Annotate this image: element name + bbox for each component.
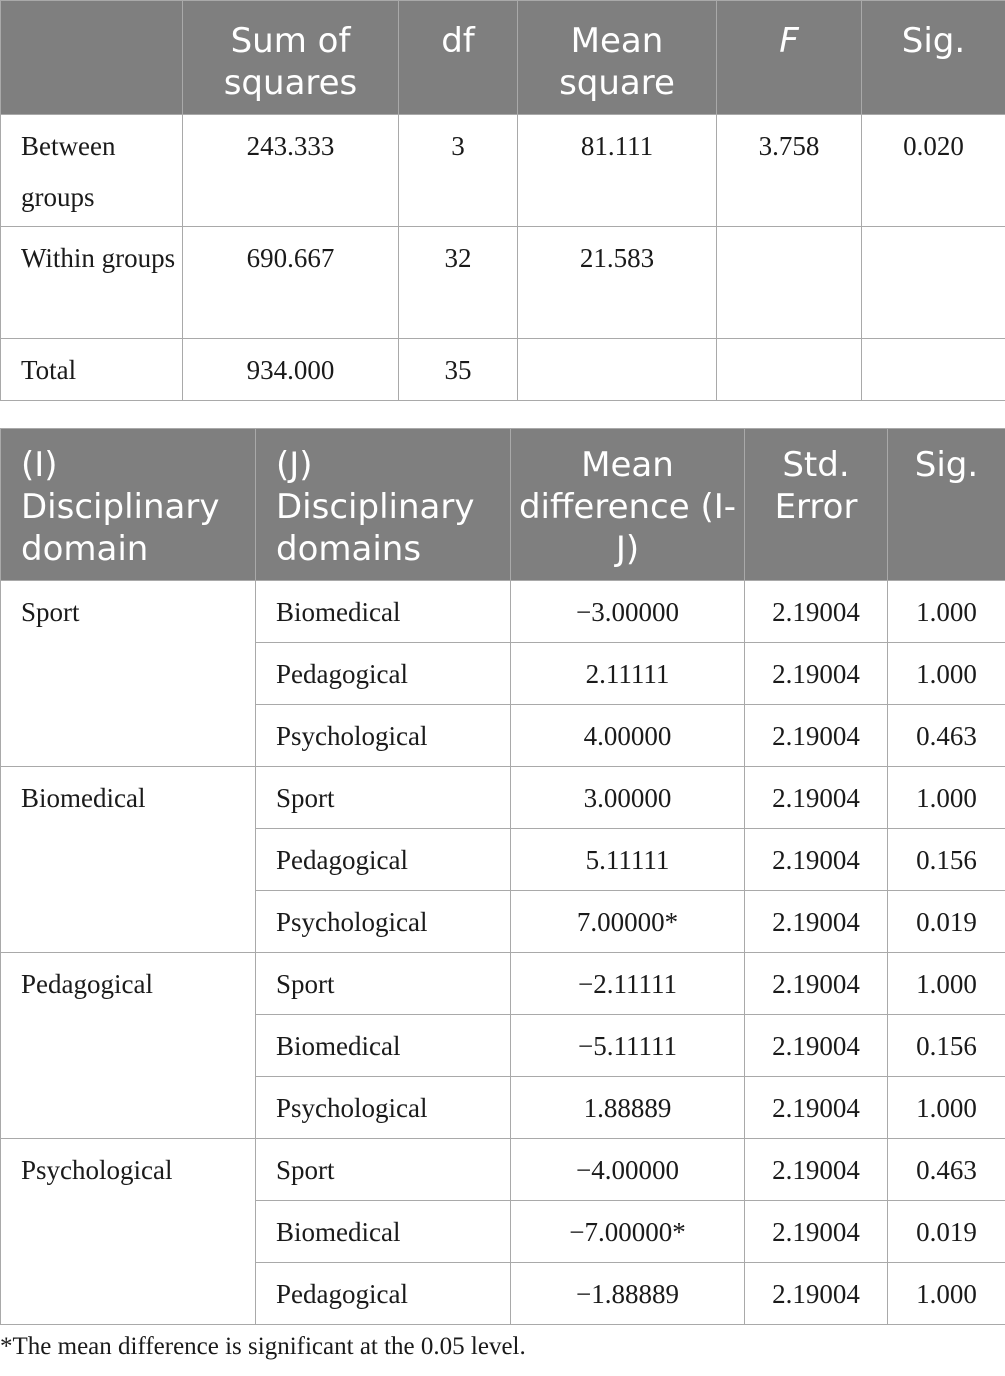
row-label: Between groups	[1, 115, 183, 227]
table-row	[1, 1139, 1005, 1201]
cell-j: Sport	[256, 767, 511, 829]
cell-se: 2.19004	[745, 1139, 888, 1201]
cell-f	[717, 227, 862, 339]
row-label: Total	[1, 339, 183, 401]
cell-sig: 1.000	[888, 767, 1005, 829]
anova-header-blank	[1, 1, 183, 115]
cell-f: 3.758	[717, 115, 862, 227]
table-row	[1, 339, 1005, 401]
table-row	[1, 115, 1005, 227]
cell-sig: 1.000	[888, 1263, 1005, 1325]
group-label: Biomedical	[1, 767, 256, 953]
cell-df: 32	[399, 227, 518, 339]
cell-se: 2.19004	[745, 1263, 888, 1325]
posthoc-header-sig: Sig.	[888, 429, 1005, 581]
posthoc-header-i-domain: (I) Disciplinary domain	[1, 429, 256, 581]
table-row	[1, 227, 1005, 339]
anova-header-sig: Sig.	[862, 1, 1005, 115]
cell-j: Sport	[256, 953, 511, 1015]
cell-sig	[862, 339, 1005, 401]
cell-se: 2.19004	[745, 581, 888, 643]
cell-diff: 4.00000	[511, 705, 745, 767]
anova-table	[0, 0, 1005, 401]
cell-diff: −4.00000	[511, 1139, 745, 1201]
cell-j: Psychological	[256, 705, 511, 767]
anova-header-mean-square: Mean square	[518, 1, 717, 115]
cell-ms: 21.583	[518, 227, 717, 339]
cell-se: 2.19004	[745, 643, 888, 705]
cell-diff: 1.88889	[511, 1077, 745, 1139]
anova-header-row	[1, 1, 1005, 115]
anova-header-f: F	[717, 1, 862, 115]
table-row	[1, 767, 1005, 829]
cell-ms	[518, 339, 717, 401]
cell-diff: −1.88889	[511, 1263, 745, 1325]
group-label: Psychological	[1, 1139, 256, 1325]
cell-sig	[862, 227, 1005, 339]
cell-df: 3	[399, 115, 518, 227]
cell-j: Biomedical	[256, 1201, 511, 1263]
posthoc-header-j-domain: (J) Disciplinary domains	[256, 429, 511, 581]
cell-sig: 0.019	[888, 891, 1005, 953]
row-label: Within groups	[1, 227, 183, 339]
cell-diff: −3.00000	[511, 581, 745, 643]
anova-header-df: df	[399, 1, 518, 115]
cell-se: 2.19004	[745, 1015, 888, 1077]
cell-j: Psychological	[256, 1077, 511, 1139]
cell-sig: 0.463	[888, 1139, 1005, 1201]
cell-ss: 243.333	[183, 115, 399, 227]
group-label: Pedagogical	[1, 953, 256, 1139]
cell-diff: 3.00000	[511, 767, 745, 829]
group-label: Sport	[1, 581, 256, 767]
posthoc-header-row	[1, 429, 1005, 581]
cell-se: 2.19004	[745, 767, 888, 829]
cell-se: 2.19004	[745, 1077, 888, 1139]
cell-diff: 5.11111	[511, 829, 745, 891]
cell-j: Pedagogical	[256, 643, 511, 705]
cell-sig: 0.156	[888, 1015, 1005, 1077]
cell-se: 2.19004	[745, 829, 888, 891]
cell-diff: −2.11111	[511, 953, 745, 1015]
anova-header-sum-of-squares: Sum of squares	[183, 1, 399, 115]
cell-ss: 690.667	[183, 227, 399, 339]
cell-j: Psychological	[256, 891, 511, 953]
posthoc-header-std-error: Std. Error	[745, 429, 888, 581]
table-row	[1, 581, 1005, 643]
cell-sig: 0.156	[888, 829, 1005, 891]
cell-se: 2.19004	[745, 705, 888, 767]
cell-sig: 1.000	[888, 953, 1005, 1015]
table-row	[1, 953, 1005, 1015]
cell-j: Biomedical	[256, 581, 511, 643]
cell-diff: −7.00000*	[511, 1201, 745, 1263]
cell-sig: 0.020	[862, 115, 1005, 227]
cell-sig: 1.000	[888, 643, 1005, 705]
cell-j: Biomedical	[256, 1015, 511, 1077]
cell-diff: 2.11111	[511, 643, 745, 705]
cell-sig: 0.463	[888, 705, 1005, 767]
cell-se: 2.19004	[745, 891, 888, 953]
cell-sig: 1.000	[888, 581, 1005, 643]
cell-ms: 81.111	[518, 115, 717, 227]
cell-sig: 1.000	[888, 1077, 1005, 1139]
cell-diff: 7.00000*	[511, 891, 745, 953]
cell-df: 35	[399, 339, 518, 401]
cell-se: 2.19004	[745, 1201, 888, 1263]
cell-sig: 0.019	[888, 1201, 1005, 1263]
cell-diff: −5.11111	[511, 1015, 745, 1077]
table-footnote: *The mean difference is significant at the 0.05 level.	[0, 1333, 526, 1360]
cell-j: Pedagogical	[256, 1263, 511, 1325]
cell-j: Pedagogical	[256, 829, 511, 891]
cell-j: Sport	[256, 1139, 511, 1201]
cell-se: 2.19004	[745, 953, 888, 1015]
cell-ss: 934.000	[183, 339, 399, 401]
posthoc-header-mean-difference: Mean difference (I-J)	[511, 429, 745, 581]
cell-f	[717, 339, 862, 401]
posthoc-table	[0, 428, 1005, 1325]
